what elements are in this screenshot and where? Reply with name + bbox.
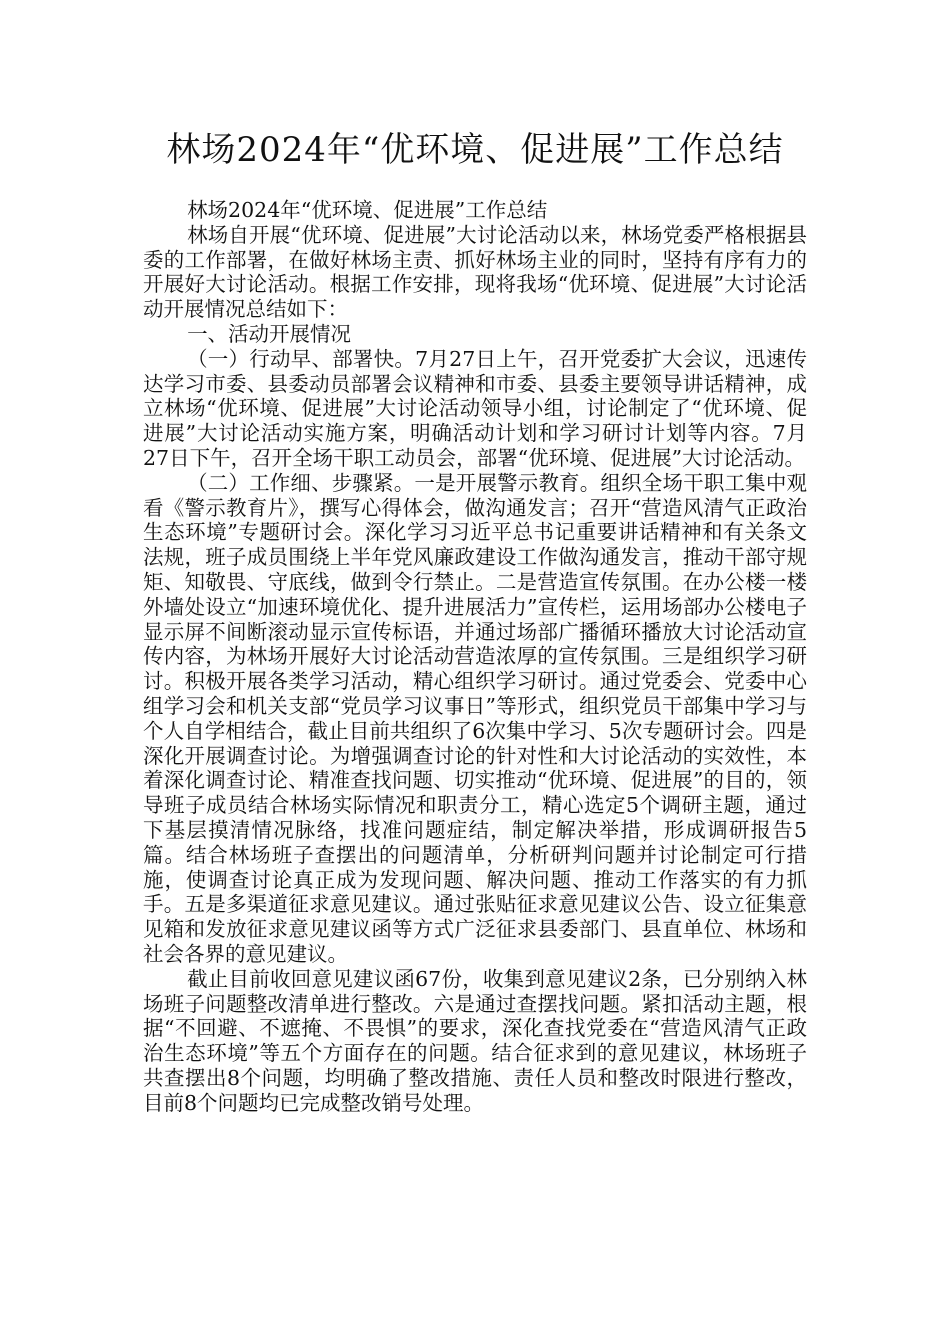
document-body (143, 198, 807, 1115)
paragraph-subtitle: 林场2024年“优环境、促进展”工作总结 (187, 198, 548, 222)
section-heading: 一、活动开展情况 (187, 321, 352, 346)
paragraph-part-1: （一）行动早、部署快。7月27日上午，召开党委扩大会议，迅速传达学习市委、县委动员部署会议精神和市委、县委主要领导讲话精神，成立林场“优环境、促进展”大讨论活动领导小组，讨论制定了“优环境、促进展”大讨论活动实施方案，明确活动计划和学习研讨计划等内容。7月27日下午，召开全场干职工动员会，部署“优环境、促进展”大讨论活动。 (143, 346, 807, 470)
document-title: 林场2024年“优环境、促进展”工作总结 (166, 130, 784, 170)
paragraph-intro: 林场自开展“优环境、促进展”大讨论活动以来，林场党委严格根据县委的工作部署，在做好林场主责、抓好林场主业的同时，坚持有序有力的开展好大讨论活动。根据工作安排，现将我场“优环境、促进展”大讨论活动开展情况总结如下： (143, 222, 807, 322)
paragraph-continued: 截止目前收回意见建议函67份，收集到意见建议2条，已分别纳入林场班子问题整改清单进行整改。六是通过查摆找问题。紧扣活动主题，根据“不回避、不遮掩、不畏惧”的要求，深化查找党委在“营造风清气正政治生态环境”等五个方面存在的问题。结合征求到的意见建议，林场班子共查摆出8个问题，均明确了整改措施、责任人员和整改时限进行整改，目前8个问题均已完成整改销号处理。 (143, 966, 807, 1115)
paragraph-part-2: （二）工作细、步骤紧。一是开展警示教育。组织全场干职工集中观看《警示教育片》，撰写心得体会，做沟通发言；召开“营造风清气正政治生态环境”专题研讨会。深化学习习近平总书记重要讲话精神和有关条文法规，班子成员围绕上半年党风廉政建设工作做沟通发言，推动干部守规矩、知敬畏、守底线，做到令行禁止。二是营造宣传氛围。在办公楼一楼外墙处设立“加速环境优化、提升进展活力”宣传栏，运用场部办公楼电子显示屏不间断滚动显示宣传标语，并通过场部广播循环播放大讨论活动宣传内容，为林场开展好大讨论活动营造浓厚的宣传氛围。三是组织学习研讨。积极开展各类学习活动，精心组织学习研讨。通过党委会、党委中心组学习会和机关支部“党员学习议事日”等形式，组织党员干部集中学习与个人自学相结合，截止目前共组织了6次集中学习、5次专题研讨会。四是深化开展调查讨论。为增强调查讨论的针对性和大讨论活动的实效性，本着深化调查讨论、精准查找问题、切实推动“优环境、促进展”的目的，领导班子成员结合林场实际情况和职责分工，精心选定5个调研主题，通过下基层摸清情况脉络，找准问题症结，制定解决举措，形成调研报告5篇。结合林场班子查摆出的问题清单，分析研判问题并讨论制定可行措施，使调查讨论真正成为发现问题、解决问题、推动工作落实的有力抓手。五是多渠道征求意见建议。通过张贴征求意见建议公告、设立征集意见箱和发放征求意见建议函等方式广泛征求县委部门、县直单位、林场和社会各界的意见建议。 (143, 470, 807, 966)
